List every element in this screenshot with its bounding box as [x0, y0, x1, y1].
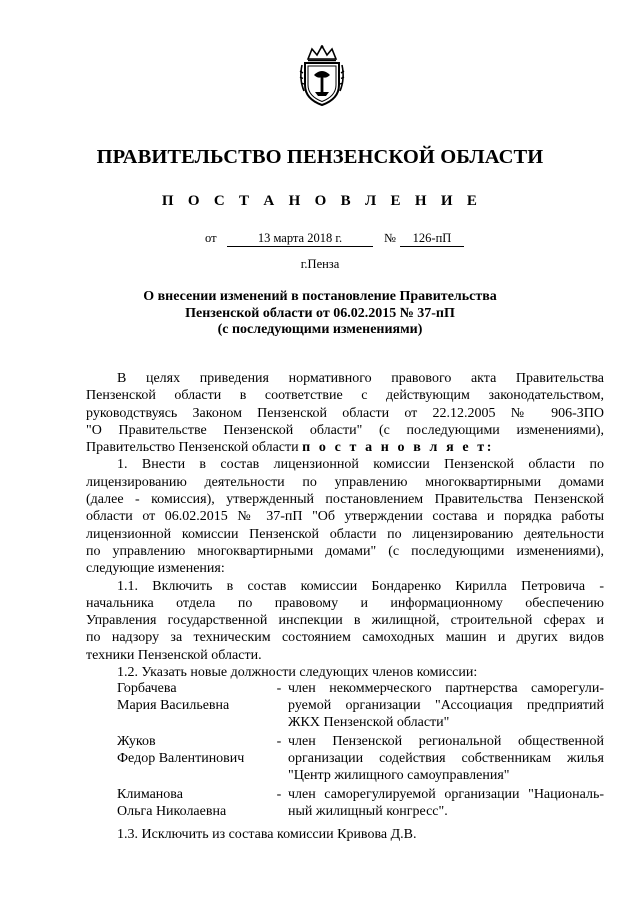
document-subject — [0, 289, 640, 339]
item1-line: лицензионной комиссии Пензенской области по лицензированию деятельности — [86, 526, 604, 542]
penza-coat-of-arms-icon — [298, 45, 346, 107]
item1-1-line: по надзору за техническим состоянием самоходных машин и других видов — [86, 630, 604, 646]
item1-line: следующие изменения: — [86, 561, 225, 577]
role-line: "Центр жилищного самоуправления" — [288, 768, 510, 783]
member-given-names: Мария Васильевна — [117, 698, 230, 713]
member-role — [288, 680, 604, 731]
intro-line: руководствуясь Законом Пензенской области от 22.12.2005 № 906-ЗПО — [86, 405, 604, 421]
member-surname: Жуков — [117, 734, 156, 749]
item1-3 — [117, 826, 604, 843]
member-given-names: Федор Валентинович — [117, 751, 245, 766]
city: г.Пенза — [300, 257, 340, 271]
role-line: член Пензенской региональной общественной — [288, 734, 604, 749]
document-body — [86, 370, 604, 681]
member-dash: - — [276, 734, 282, 749]
intro-line: Пензенской области в соответствие с действующим законодательством, — [86, 388, 604, 404]
subject-line: О внесении изменений в постановление Правительства — [143, 289, 497, 304]
item1-3-line: 1.3. Исключить из состава комиссии Кривова Д.В. — [117, 827, 417, 842]
item1-2-line: 1.2. Указать новые должности следующих членов комиссии: — [117, 665, 478, 681]
member-dash: - — [276, 787, 282, 802]
member-name — [117, 680, 267, 714]
intro-line: "О Правительстве Пензенской области" (с последующими изменениями), — [86, 422, 604, 438]
role-line: член саморегулируемой организации "Националь- — [288, 787, 604, 802]
role-line: ЖКХ Пензенской области" — [288, 715, 450, 730]
item1-line: (далее - комиссия), утвержденный постановлением Правительства Пензенской — [86, 492, 604, 508]
decrees-word: п о с т а н о в л я е т: — [302, 440, 494, 456]
member-surname: Климанова — [117, 787, 183, 802]
from-label: от — [205, 231, 217, 245]
member-role — [288, 786, 604, 820]
member-name — [117, 733, 267, 767]
member-role — [288, 733, 604, 784]
document-type: П О С Т А Н О В Л Е Н И Е — [161, 193, 483, 209]
number-label: № — [384, 231, 396, 245]
item1-1-line: начальника отдела по правовому и информационному обеспечению — [86, 595, 604, 611]
item1-1-line: техники Пензенской области. — [86, 647, 262, 663]
subject-line: Пензенской области от 06.02.2015 № 37-пП — [185, 305, 455, 321]
item1-1-line: 1.1. Включить в состав комиссии Бондаренко Кирилла Петровича - — [117, 578, 604, 594]
intro-line — [86, 439, 604, 456]
document-number: 126-пП — [400, 231, 464, 247]
role-line: ный жилищный конгресс". — [288, 804, 448, 819]
subject-line: (с последующими изменениями) — [217, 322, 423, 337]
member-name — [117, 786, 267, 820]
government-title: ПРАВИТЕЛЬСТВО ПЕНЗЕНСКОЙ ОБЛАСТИ — [96, 146, 544, 168]
role-line: организации содействия собственникам жилья — [288, 751, 604, 766]
item1-line: области от 06.02.2015 № 37-пП "Об утверждении состава и порядка работы — [86, 509, 604, 525]
item1-line: лицензированию деятельности по управлению многоквартирными домами — [86, 474, 604, 490]
role-line: член некоммерческого партнерства саморегули- — [288, 681, 604, 696]
member-given-names: Ольга Николаевна — [117, 804, 227, 819]
intro-last-text: Правительство Пензенской области — [86, 440, 299, 456]
role-line: руемой организации "Ассоциация предприятий — [288, 698, 604, 713]
item1-line: 1. Внести в состав лицензионной комиссии Пензенской области по — [117, 457, 604, 473]
item1-1-line: Управления государственной инспекции в жилищной, строительной сферах и — [86, 613, 604, 629]
item1-line: по управлению многоквартирными домами" (с последующими изменениями), — [86, 543, 604, 559]
document-date: 13 марта 2018 г. — [227, 231, 373, 247]
intro-line: В целях приведения нормативного правового акта Правительства — [117, 371, 604, 386]
member-dash: - — [276, 681, 282, 696]
member-surname: Горбачева — [117, 681, 177, 696]
